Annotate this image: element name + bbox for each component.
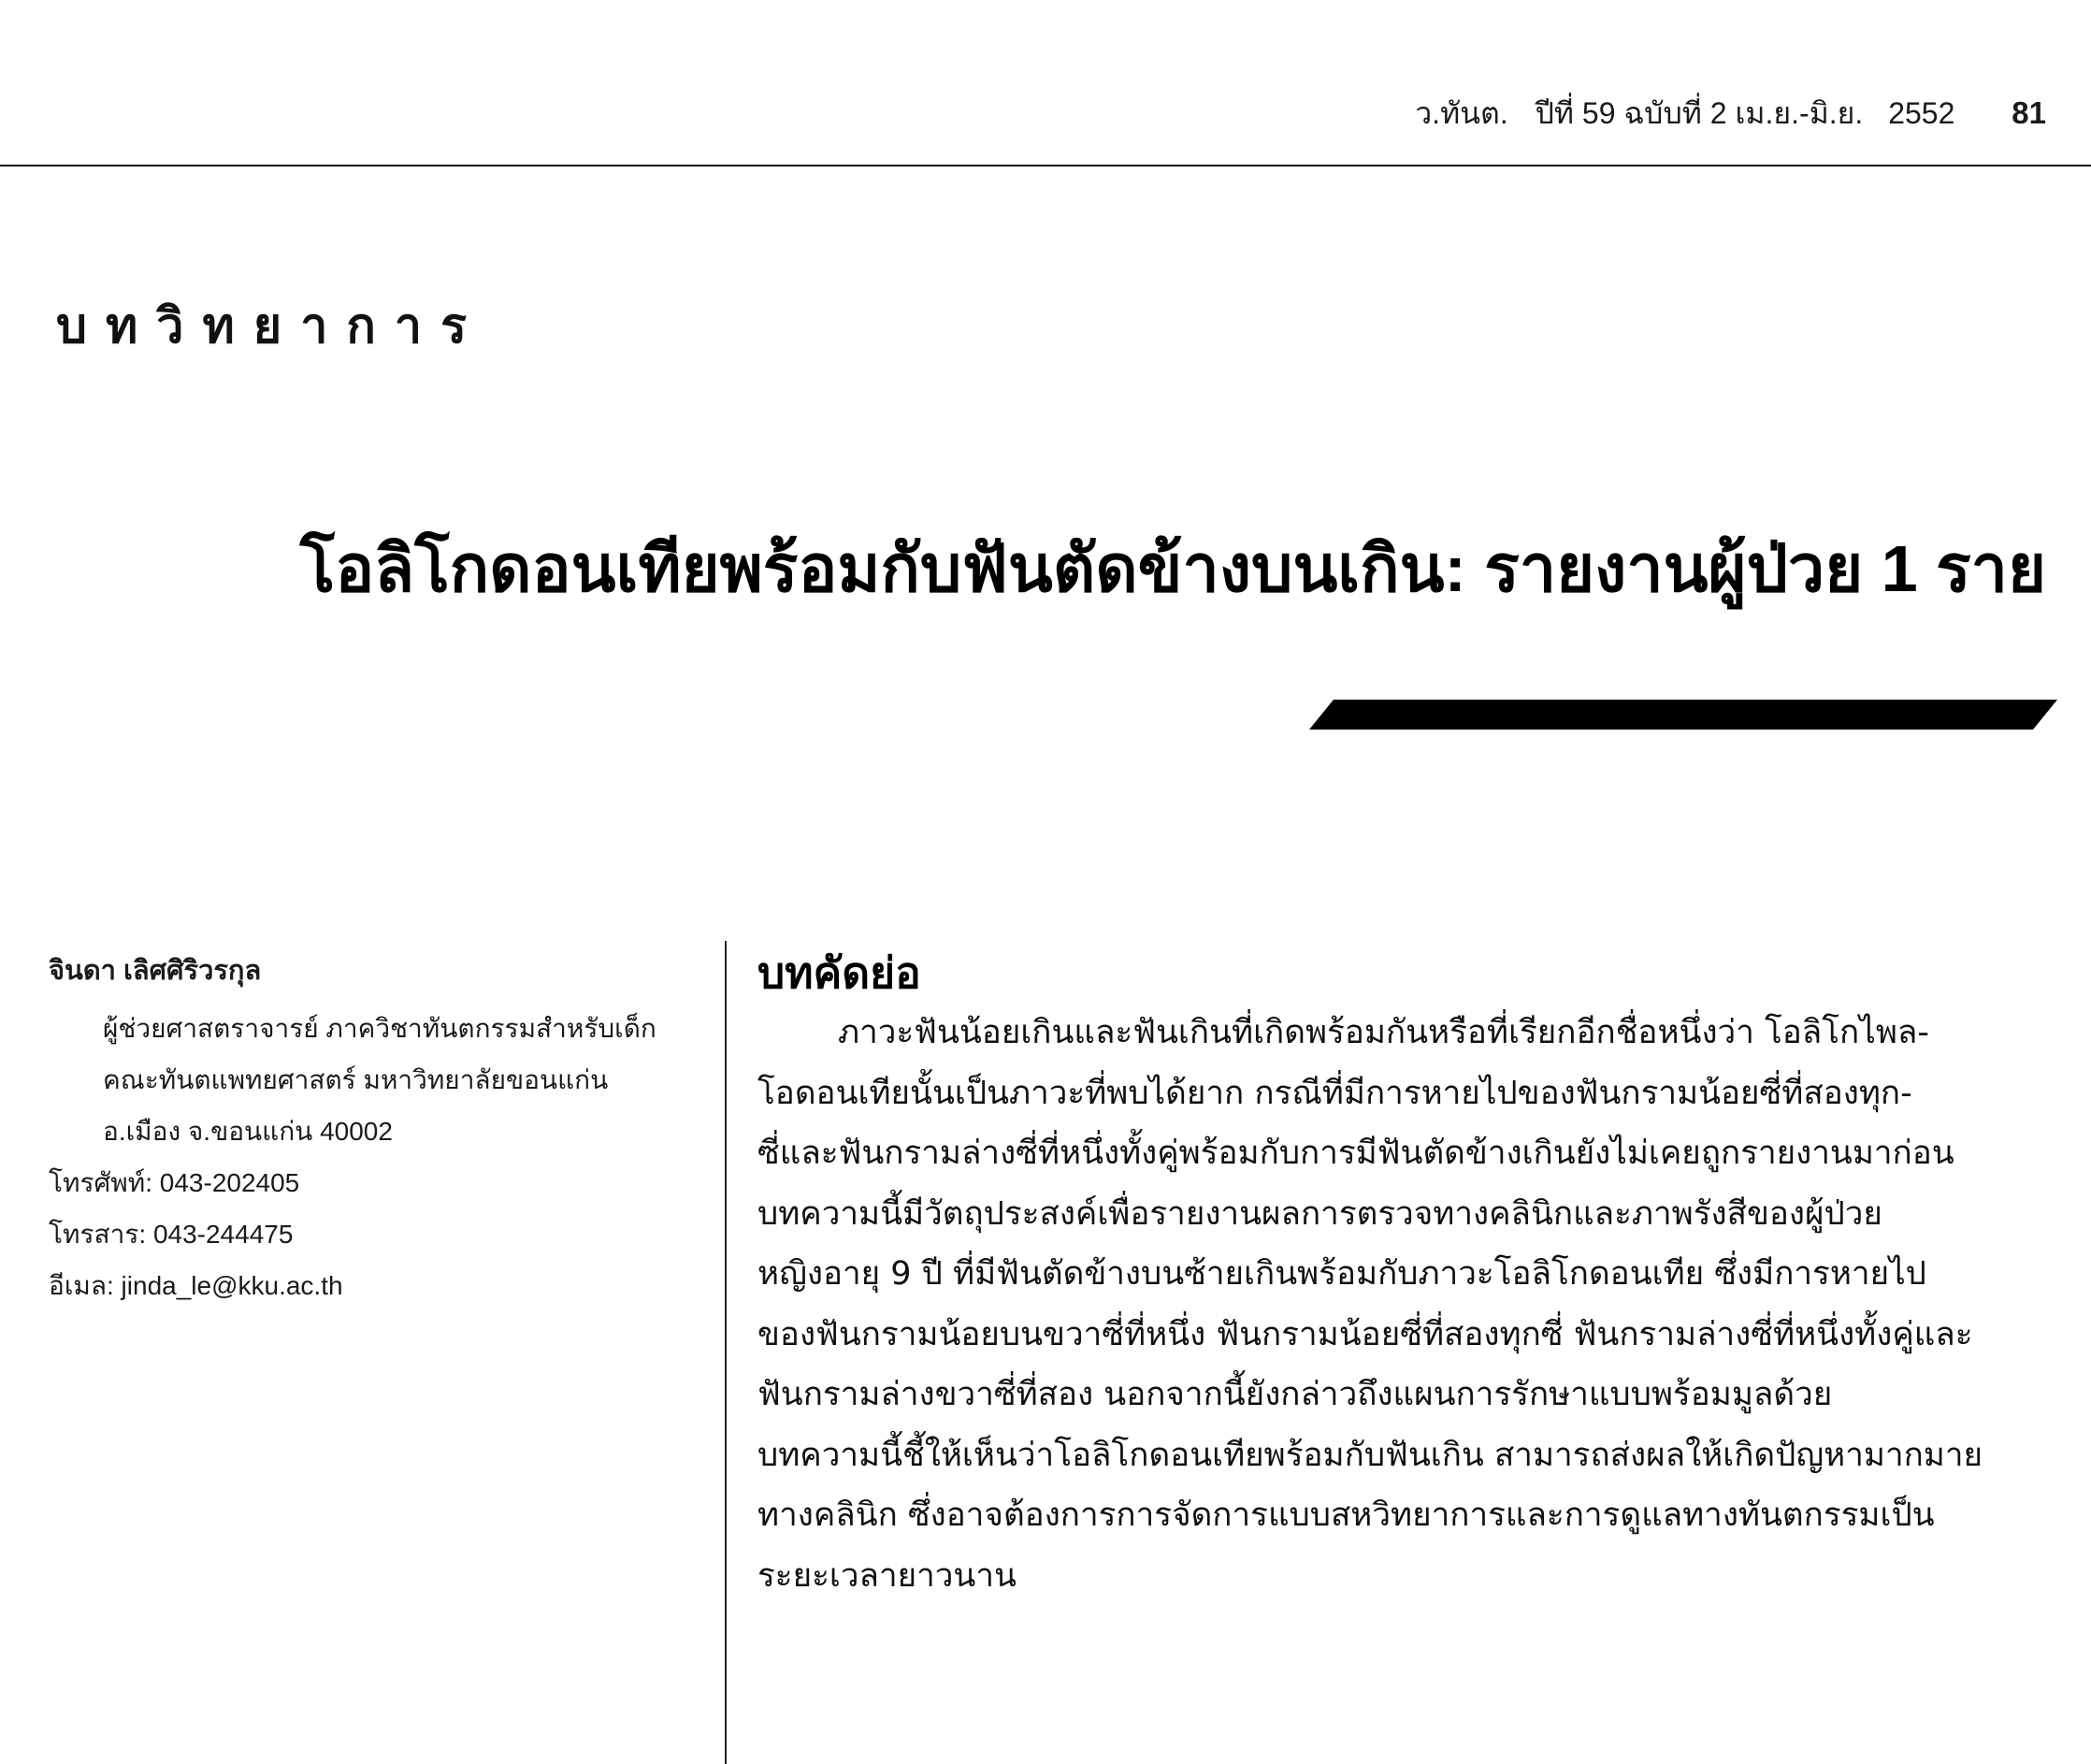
title-decorative-bar [1309,700,2057,730]
abstract-line: ทางคลินิก ซึ่งอาจต้องการการจัดการแบบสหวิทยาการและการดูแลทางทันตกรรมเป็น [757,1497,1935,1534]
abstract-line: ของฟันกรามน้อยบนขวาซี่ที่หนึ่ง ฟันกรามน้อยซี่ที่สองทุกซี่ ฟันกรามล่างซี่ที่หนึ่งทั้งคู่และ [757,1315,1973,1353]
affiliation-line: คณะทันตแพทยศาสตร์ มหาวิทยาลัยขอนแก่น [103,1065,609,1094]
section-label: บทวิทยาการ [56,298,486,354]
abstract-heading: บทคัดย่อ [757,948,921,997]
abstract-line: ฟันกรามล่างขวาซี่ที่สอง นอกจากนี้ยังกล่าวถึงแผนการรักษาแบบพร้อมมูลด้วย [757,1376,1833,1413]
author-name: จินดา เลิศศิริวรกุล [49,956,262,986]
abstract-line: โอดอนเทียนั้นเป็นภาวะที่พบได้ยาก กรณีที่มีการหายไปของฟันกรามน้อยซี่ที่สองทุก- [757,1074,1912,1112]
author-block [49,952,694,1311]
abstract-line: บทความนี้มีวัตถุประสงค์เพื่อรายงานผลการตรวจทางคลินิกและภาพรังสีของผู้ป่วย [757,1194,1882,1233]
article-title: โอลิโกดอนเทียพร้อมกับฟันตัดข้างบนเกิน: รายงานผู้ป่วย 1 ราย [299,532,2046,605]
journal-year: 2552 [1888,96,1955,130]
journal-issue: ปีที่ 59 ฉบับที่ 2 เม.ย.-มิ.ย. [1535,96,1864,130]
author-phone: โทรศัพท์: 043-202405 [49,1168,300,1197]
affiliation-line: อ.เมือง จ.ขอนแก่น 40002 [103,1117,393,1146]
abstract-line: ระยะเวลายาวนาน [757,1556,1017,1595]
abstract-line: ภาวะฟันน้อยเกินและฟันเกินที่เกิดพร้อมกันหรือที่เรียกอีกชื่อหนึ่งว่า โอลิโกไพล- [838,1014,1929,1051]
abstract-line: หญิงอายุ 9 ปี ที่มีฟันตัดข้างบนซ้ายเกินพร้อมกับภาวะโอลิโกดอนเทีย ซึ่งมีการหายไป [757,1255,1926,1293]
abstract [757,945,2048,1606]
affiliation-line: ผู้ช่วยศาสตราจารย์ ภาควิชาทันตกรรมสำหรับเด็ก [103,1014,656,1043]
page-number: 81 [2012,95,2046,130]
running-head [1415,90,2046,137]
header-rule [0,165,2091,166]
abstract-line: ซี่และฟันกรามล่างซี่ที่หนึ่งทั้งคู่พร้อมกับการมีฟันตัดข้างเกินยังไม่เคยถูกรายงานมาก่อน [757,1135,1954,1172]
author-email: อีเมล: jinda_le@kku.ac.th [49,1271,343,1300]
column-divider [725,941,727,1764]
journal-abbrev: ว.ทันต. [1415,96,1508,130]
abstract-line: บทความนี้ชี้ให้เห็นว่าโอลิโกดอนเทียพร้อมกับฟันเกิน สามารถส่งผลให้เกิดปัญหามากมาย [757,1436,1983,1474]
author-fax: โทรสาร: 043-244475 [49,1220,294,1249]
